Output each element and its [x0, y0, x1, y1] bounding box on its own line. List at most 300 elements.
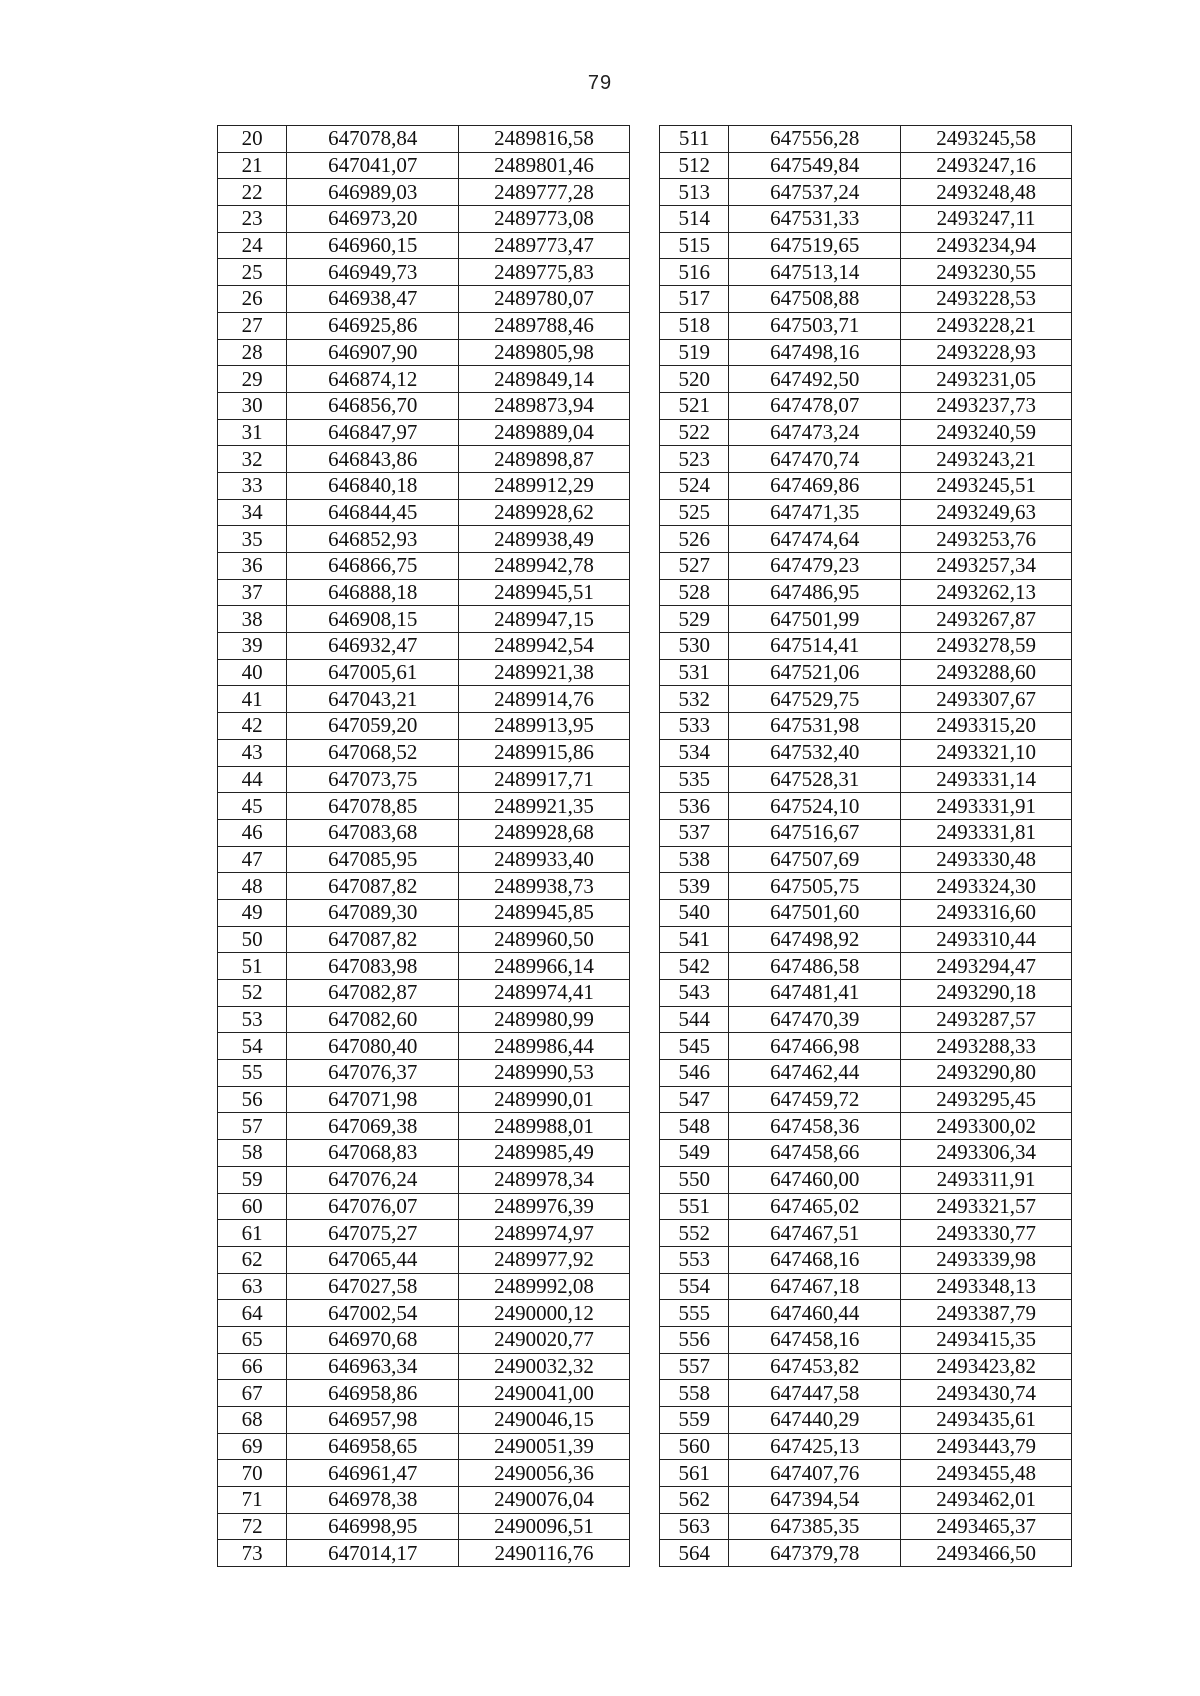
point-number-cell: 532 [660, 686, 729, 713]
table-row [218, 1033, 1072, 1060]
y-coordinate-cell: 2493324,30 [901, 873, 1072, 900]
y-coordinate-cell: 2493228,93 [901, 339, 1072, 366]
column-gap [629, 1407, 659, 1434]
point-number-cell: 60 [218, 1193, 287, 1220]
column-gap [629, 1540, 659, 1567]
table-row [218, 766, 1072, 793]
y-coordinate-cell: 2490000,12 [459, 1300, 630, 1327]
x-coordinate-cell: 646852,93 [287, 526, 459, 553]
y-coordinate-cell: 2493330,48 [901, 846, 1072, 873]
point-number-cell: 63 [218, 1273, 287, 1300]
point-number-cell: 551 [660, 1193, 729, 1220]
x-coordinate-cell: 647075,27 [287, 1220, 459, 1247]
x-coordinate-cell: 647516,67 [729, 819, 901, 846]
y-coordinate-cell: 2489917,71 [459, 766, 630, 793]
y-coordinate-cell: 2489777,28 [459, 179, 630, 206]
column-gap [629, 366, 659, 393]
y-coordinate-cell: 2490051,39 [459, 1433, 630, 1460]
column-gap [629, 1033, 659, 1060]
y-coordinate-cell: 2489889,04 [459, 419, 630, 446]
y-coordinate-cell: 2489805,98 [459, 339, 630, 366]
x-coordinate-cell: 646970,68 [287, 1326, 459, 1353]
y-coordinate-cell: 2493331,81 [901, 819, 1072, 846]
y-coordinate-cell: 2490020,77 [459, 1326, 630, 1353]
x-coordinate-cell: 647481,41 [729, 980, 901, 1007]
point-number-cell: 541 [660, 926, 729, 953]
point-number-cell: 559 [660, 1407, 729, 1434]
y-coordinate-cell: 2493331,91 [901, 793, 1072, 820]
y-coordinate-cell: 2489990,53 [459, 1060, 630, 1087]
column-gap [629, 1433, 659, 1460]
y-coordinate-cell: 2493230,55 [901, 259, 1072, 286]
point-number-cell: 36 [218, 553, 287, 580]
y-coordinate-cell: 2493257,34 [901, 553, 1072, 580]
x-coordinate-cell: 647507,69 [729, 846, 901, 873]
point-number-cell: 523 [660, 446, 729, 473]
x-coordinate-cell: 647425,13 [729, 1433, 901, 1460]
x-coordinate-cell: 647460,00 [729, 1166, 901, 1193]
x-coordinate-cell: 647379,78 [729, 1540, 901, 1567]
x-coordinate-cell: 647082,60 [287, 1006, 459, 1033]
point-number-cell: 25 [218, 259, 287, 286]
y-coordinate-cell: 2493330,77 [901, 1220, 1072, 1247]
y-coordinate-cell: 2489960,50 [459, 926, 630, 953]
point-number-cell: 45 [218, 793, 287, 820]
point-number-cell: 41 [218, 686, 287, 713]
y-coordinate-cell: 2489780,07 [459, 286, 630, 313]
table-row [218, 819, 1072, 846]
x-coordinate-cell: 647474,64 [729, 526, 901, 553]
table-row [218, 1273, 1072, 1300]
point-number-cell: 39 [218, 633, 287, 660]
y-coordinate-cell: 2489942,78 [459, 553, 630, 580]
y-coordinate-cell: 2493228,53 [901, 286, 1072, 313]
x-coordinate-cell: 646866,75 [287, 553, 459, 580]
point-number-cell: 57 [218, 1113, 287, 1140]
y-coordinate-cell: 2489921,35 [459, 793, 630, 820]
table-row [218, 1513, 1072, 1540]
x-coordinate-cell: 646957,98 [287, 1407, 459, 1434]
y-coordinate-cell: 2489966,14 [459, 953, 630, 980]
x-coordinate-cell: 647519,65 [729, 232, 901, 259]
point-number-cell: 512 [660, 152, 729, 179]
column-gap [629, 419, 659, 446]
point-number-cell: 525 [660, 499, 729, 526]
y-coordinate-cell: 2493253,76 [901, 526, 1072, 553]
y-coordinate-cell: 2489945,85 [459, 899, 630, 926]
x-coordinate-cell: 647532,40 [729, 739, 901, 766]
y-coordinate-cell: 2489974,97 [459, 1220, 630, 1247]
y-coordinate-cell: 2489914,76 [459, 686, 630, 713]
y-coordinate-cell: 2493321,10 [901, 739, 1072, 766]
x-coordinate-cell: 646908,15 [287, 606, 459, 633]
y-coordinate-cell: 2493237,73 [901, 392, 1072, 419]
column-gap [629, 1273, 659, 1300]
column-gap [629, 526, 659, 553]
y-coordinate-cell: 2493423,82 [901, 1353, 1072, 1380]
y-coordinate-cell: 2489980,99 [459, 1006, 630, 1033]
point-number-cell: 533 [660, 713, 729, 740]
column-gap [629, 686, 659, 713]
x-coordinate-cell: 647080,40 [287, 1033, 459, 1060]
x-coordinate-cell: 647083,98 [287, 953, 459, 980]
point-number-cell: 561 [660, 1460, 729, 1487]
table-row [218, 446, 1072, 473]
column-gap [629, 1086, 659, 1113]
column-gap [629, 846, 659, 873]
point-number-cell: 531 [660, 659, 729, 686]
table-row [218, 1407, 1072, 1434]
y-coordinate-cell: 2493247,11 [901, 206, 1072, 233]
y-coordinate-cell: 2489773,08 [459, 206, 630, 233]
table-row [218, 152, 1072, 179]
x-coordinate-cell: 647027,58 [287, 1273, 459, 1300]
y-coordinate-cell: 2493455,48 [901, 1460, 1072, 1487]
y-coordinate-cell: 2493310,44 [901, 926, 1072, 953]
column-gap [629, 1166, 659, 1193]
x-coordinate-cell: 646907,90 [287, 339, 459, 366]
column-gap [629, 606, 659, 633]
table-row [218, 526, 1072, 553]
x-coordinate-cell: 647503,71 [729, 312, 901, 339]
table-row [218, 1246, 1072, 1273]
x-coordinate-cell: 647505,75 [729, 873, 901, 900]
point-number-cell: 516 [660, 259, 729, 286]
y-coordinate-cell: 2489933,40 [459, 846, 630, 873]
table-row [218, 419, 1072, 446]
y-coordinate-cell: 2493249,63 [901, 499, 1072, 526]
x-coordinate-cell: 647440,29 [729, 1407, 901, 1434]
point-number-cell: 515 [660, 232, 729, 259]
point-number-cell: 553 [660, 1246, 729, 1273]
y-coordinate-cell: 2489928,62 [459, 499, 630, 526]
point-number-cell: 68 [218, 1407, 287, 1434]
point-number-cell: 554 [660, 1273, 729, 1300]
y-coordinate-cell: 2493290,80 [901, 1060, 1072, 1087]
table-row [218, 1487, 1072, 1514]
table-row [218, 499, 1072, 526]
x-coordinate-cell: 647467,51 [729, 1220, 901, 1247]
x-coordinate-cell: 647498,92 [729, 926, 901, 953]
point-number-cell: 539 [660, 873, 729, 900]
x-coordinate-cell: 646949,73 [287, 259, 459, 286]
x-coordinate-cell: 646874,12 [287, 366, 459, 393]
y-coordinate-cell: 2489978,34 [459, 1166, 630, 1193]
column-gap [629, 206, 659, 233]
table-row [218, 793, 1072, 820]
table-row [218, 472, 1072, 499]
column-gap [629, 1380, 659, 1407]
point-number-cell: 543 [660, 980, 729, 1007]
table-row [218, 1433, 1072, 1460]
point-number-cell: 536 [660, 793, 729, 820]
point-number-cell: 24 [218, 232, 287, 259]
x-coordinate-cell: 647467,18 [729, 1273, 901, 1300]
x-coordinate-cell: 647469,86 [729, 472, 901, 499]
x-coordinate-cell: 646847,97 [287, 419, 459, 446]
y-coordinate-cell: 2493245,58 [901, 126, 1072, 153]
point-number-cell: 22 [218, 179, 287, 206]
x-coordinate-cell: 647065,44 [287, 1246, 459, 1273]
table-row [218, 179, 1072, 206]
table-row [218, 633, 1072, 660]
table-row [218, 1326, 1072, 1353]
x-coordinate-cell: 646973,20 [287, 206, 459, 233]
y-coordinate-cell: 2489947,15 [459, 606, 630, 633]
point-number-cell: 42 [218, 713, 287, 740]
column-gap [629, 926, 659, 953]
point-number-cell: 23 [218, 206, 287, 233]
column-gap [629, 152, 659, 179]
x-coordinate-cell: 647078,84 [287, 126, 459, 153]
x-coordinate-cell: 646958,65 [287, 1433, 459, 1460]
point-number-cell: 73 [218, 1540, 287, 1567]
column-gap [629, 1487, 659, 1514]
column-gap [629, 392, 659, 419]
y-coordinate-cell: 2489990,01 [459, 1086, 630, 1113]
x-coordinate-cell: 647089,30 [287, 899, 459, 926]
point-number-cell: 53 [218, 1006, 287, 1033]
table-row [218, 980, 1072, 1007]
x-coordinate-cell: 647473,24 [729, 419, 901, 446]
y-coordinate-cell: 2489913,95 [459, 713, 630, 740]
point-number-cell: 58 [218, 1140, 287, 1167]
point-number-cell: 65 [218, 1326, 287, 1353]
point-number-cell: 549 [660, 1140, 729, 1167]
table-row [218, 232, 1072, 259]
column-gap [629, 766, 659, 793]
point-number-cell: 528 [660, 579, 729, 606]
y-coordinate-cell: 2493231,05 [901, 366, 1072, 393]
point-number-cell: 526 [660, 526, 729, 553]
point-number-cell: 544 [660, 1006, 729, 1033]
y-coordinate-cell: 2493278,59 [901, 633, 1072, 660]
point-number-cell: 527 [660, 553, 729, 580]
x-coordinate-cell: 647501,60 [729, 899, 901, 926]
point-number-cell: 546 [660, 1060, 729, 1087]
y-coordinate-cell: 2493267,87 [901, 606, 1072, 633]
y-coordinate-cell: 2489938,49 [459, 526, 630, 553]
table-row [218, 899, 1072, 926]
y-coordinate-cell: 2490096,51 [459, 1513, 630, 1540]
x-coordinate-cell: 647407,76 [729, 1460, 901, 1487]
y-coordinate-cell: 2489816,58 [459, 126, 630, 153]
x-coordinate-cell: 647076,07 [287, 1193, 459, 1220]
y-coordinate-cell: 2493262,13 [901, 579, 1072, 606]
column-gap [629, 1326, 659, 1353]
x-coordinate-cell: 647513,14 [729, 259, 901, 286]
y-coordinate-cell: 2493288,60 [901, 659, 1072, 686]
x-coordinate-cell: 647073,75 [287, 766, 459, 793]
column-gap [629, 953, 659, 980]
column-gap [629, 1140, 659, 1167]
x-coordinate-cell: 647458,36 [729, 1113, 901, 1140]
x-coordinate-cell: 647083,68 [287, 819, 459, 846]
point-number-cell: 61 [218, 1220, 287, 1247]
x-coordinate-cell: 647043,21 [287, 686, 459, 713]
x-coordinate-cell: 647470,74 [729, 446, 901, 473]
point-number-cell: 560 [660, 1433, 729, 1460]
x-coordinate-cell: 647508,88 [729, 286, 901, 313]
y-coordinate-cell: 2493300,02 [901, 1113, 1072, 1140]
table-row [218, 1060, 1072, 1087]
x-coordinate-cell: 646989,03 [287, 179, 459, 206]
y-coordinate-cell: 2493443,79 [901, 1433, 1072, 1460]
point-number-cell: 30 [218, 392, 287, 419]
point-number-cell: 548 [660, 1113, 729, 1140]
point-number-cell: 66 [218, 1353, 287, 1380]
table-row [218, 366, 1072, 393]
point-number-cell: 33 [218, 472, 287, 499]
table-row [218, 926, 1072, 953]
y-coordinate-cell: 2490041,00 [459, 1380, 630, 1407]
y-coordinate-cell: 2490032,32 [459, 1353, 630, 1380]
column-gap [629, 980, 659, 1007]
column-gap [629, 659, 659, 686]
column-gap [629, 1353, 659, 1380]
x-coordinate-cell: 647082,87 [287, 980, 459, 1007]
x-coordinate-cell: 647068,52 [287, 739, 459, 766]
table-row [218, 659, 1072, 686]
table-row [218, 1140, 1072, 1167]
x-coordinate-cell: 647462,44 [729, 1060, 901, 1087]
table-row [218, 126, 1072, 153]
y-coordinate-cell: 2493321,57 [901, 1193, 1072, 1220]
y-coordinate-cell: 2493248,48 [901, 179, 1072, 206]
y-coordinate-cell: 2489988,01 [459, 1113, 630, 1140]
point-number-cell: 29 [218, 366, 287, 393]
point-number-cell: 51 [218, 953, 287, 980]
x-coordinate-cell: 647014,17 [287, 1540, 459, 1567]
y-coordinate-cell: 2490076,04 [459, 1487, 630, 1514]
table-row [218, 1540, 1072, 1567]
x-coordinate-cell: 647087,82 [287, 873, 459, 900]
point-number-cell: 67 [218, 1380, 287, 1407]
column-gap [629, 1060, 659, 1087]
x-coordinate-cell: 646856,70 [287, 392, 459, 419]
x-coordinate-cell: 646960,15 [287, 232, 459, 259]
point-number-cell: 540 [660, 899, 729, 926]
point-number-cell: 542 [660, 953, 729, 980]
y-coordinate-cell: 2493245,51 [901, 472, 1072, 499]
x-coordinate-cell: 647486,58 [729, 953, 901, 980]
y-coordinate-cell: 2489986,44 [459, 1033, 630, 1060]
x-coordinate-cell: 646925,86 [287, 312, 459, 339]
y-coordinate-cell: 2489985,49 [459, 1140, 630, 1167]
table-row [218, 259, 1072, 286]
x-coordinate-cell: 646932,47 [287, 633, 459, 660]
point-number-cell: 62 [218, 1246, 287, 1273]
point-number-cell: 535 [660, 766, 729, 793]
point-number-cell: 72 [218, 1513, 287, 1540]
table-row [218, 739, 1072, 766]
column-gap [629, 232, 659, 259]
column-gap [629, 579, 659, 606]
x-coordinate-cell: 647085,95 [287, 846, 459, 873]
column-gap [629, 339, 659, 366]
table-row [218, 339, 1072, 366]
column-gap [629, 499, 659, 526]
point-number-cell: 511 [660, 126, 729, 153]
y-coordinate-cell: 2489912,29 [459, 472, 630, 499]
x-coordinate-cell: 647394,54 [729, 1487, 901, 1514]
column-gap [629, 819, 659, 846]
point-number-cell: 44 [218, 766, 287, 793]
table-row [218, 206, 1072, 233]
x-coordinate-cell: 647069,38 [287, 1113, 459, 1140]
x-coordinate-cell: 647537,24 [729, 179, 901, 206]
x-coordinate-cell: 646888,18 [287, 579, 459, 606]
point-number-cell: 521 [660, 392, 729, 419]
x-coordinate-cell: 647478,07 [729, 392, 901, 419]
y-coordinate-cell: 2493331,14 [901, 766, 1072, 793]
column-gap [629, 713, 659, 740]
x-coordinate-cell: 647447,58 [729, 1380, 901, 1407]
x-coordinate-cell: 647492,50 [729, 366, 901, 393]
x-coordinate-cell: 647076,37 [287, 1060, 459, 1087]
y-coordinate-cell: 2493287,57 [901, 1006, 1072, 1033]
table-row [218, 286, 1072, 313]
y-coordinate-cell: 2493247,16 [901, 152, 1072, 179]
x-coordinate-cell: 646938,47 [287, 286, 459, 313]
y-coordinate-cell: 2489945,51 [459, 579, 630, 606]
column-gap [629, 446, 659, 473]
point-number-cell: 38 [218, 606, 287, 633]
column-gap [629, 739, 659, 766]
y-coordinate-cell: 2489849,14 [459, 366, 630, 393]
column-gap [629, 873, 659, 900]
y-coordinate-cell: 2489942,54 [459, 633, 630, 660]
table-row [218, 1113, 1072, 1140]
point-number-cell: 534 [660, 739, 729, 766]
column-gap [629, 1246, 659, 1273]
x-coordinate-cell: 647087,82 [287, 926, 459, 953]
y-coordinate-cell: 2489992,08 [459, 1273, 630, 1300]
column-gap [629, 126, 659, 153]
point-number-cell: 59 [218, 1166, 287, 1193]
y-coordinate-cell: 2493435,61 [901, 1407, 1072, 1434]
x-coordinate-cell: 646978,38 [287, 1487, 459, 1514]
table-row [218, 606, 1072, 633]
column-gap [629, 1113, 659, 1140]
point-number-cell: 49 [218, 899, 287, 926]
point-number-cell: 35 [218, 526, 287, 553]
x-coordinate-cell: 646958,86 [287, 1380, 459, 1407]
table-row [218, 1353, 1072, 1380]
point-number-cell: 27 [218, 312, 287, 339]
y-coordinate-cell: 2493294,47 [901, 953, 1072, 980]
point-number-cell: 517 [660, 286, 729, 313]
point-number-cell: 550 [660, 1166, 729, 1193]
x-coordinate-cell: 647002,54 [287, 1300, 459, 1327]
point-number-cell: 70 [218, 1460, 287, 1487]
point-number-cell: 50 [218, 926, 287, 953]
table-row [218, 1380, 1072, 1407]
x-coordinate-cell: 646963,34 [287, 1353, 459, 1380]
point-number-cell: 537 [660, 819, 729, 846]
point-number-cell: 522 [660, 419, 729, 446]
y-coordinate-cell: 2489873,94 [459, 392, 630, 419]
x-coordinate-cell: 647549,84 [729, 152, 901, 179]
point-number-cell: 64 [218, 1300, 287, 1327]
y-coordinate-cell: 2493466,50 [901, 1540, 1072, 1567]
x-coordinate-cell: 647529,75 [729, 686, 901, 713]
x-coordinate-cell: 647005,61 [287, 659, 459, 686]
point-number-cell: 556 [660, 1326, 729, 1353]
x-coordinate-cell: 647521,06 [729, 659, 901, 686]
x-coordinate-cell: 647531,33 [729, 206, 901, 233]
x-coordinate-cell: 647458,16 [729, 1326, 901, 1353]
